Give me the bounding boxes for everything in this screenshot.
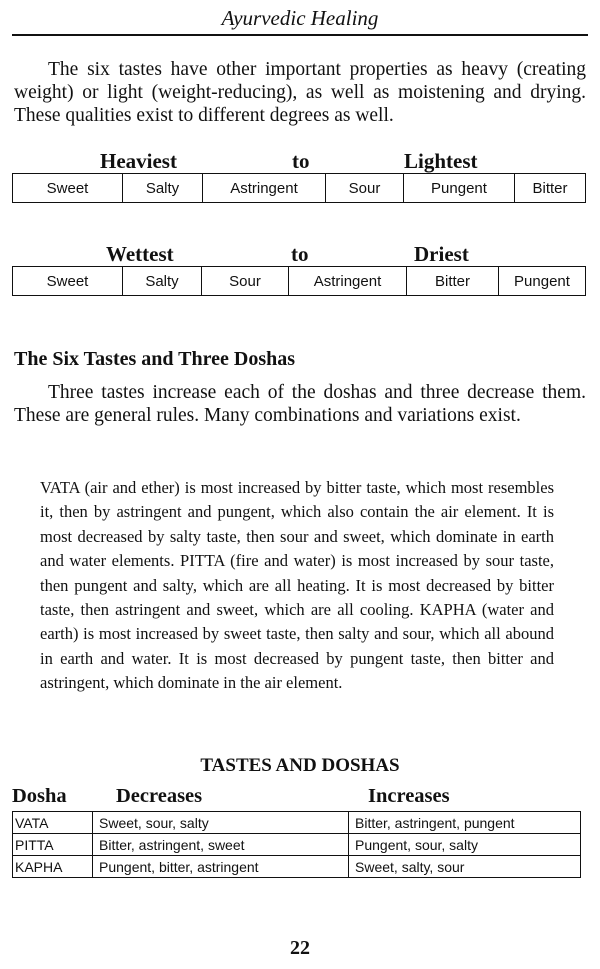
table-header-decreases: Decreases [116, 785, 203, 807]
wet-scale-cell: Pungent [514, 272, 570, 290]
section-text: Three tastes increase each of the doshas and three decrease them. These are general rules. Many combinations and variations exist. [14, 382, 586, 426]
section-title: The Six Tastes and Three Doshas [14, 348, 296, 370]
table-cell-increases: Pungent, sour, salty [349, 834, 581, 856]
heavy-scale-cell: Pungent [404, 174, 515, 202]
table-cell-increases: Bitter, astringent, pungent [349, 812, 581, 834]
wet-scale-right-label: Driest [414, 242, 469, 266]
wet-scale-middle-label: to [291, 242, 309, 266]
heavy-scale-middle-label: to [292, 149, 310, 173]
wet-scale-cell: Sour [202, 267, 289, 295]
page-number: 22 [290, 937, 310, 959]
heavy-scale-bar [12, 173, 586, 203]
heavy-scale-cell: Bitter [532, 179, 568, 197]
wet-scale-cell: Bitter [407, 267, 499, 295]
heavy-scale-heading [12, 149, 588, 173]
heavy-scale-left-label: Heaviest [100, 149, 177, 173]
section-paragraph [14, 381, 586, 427]
running-header [12, 4, 588, 36]
table-cell-dosha: KAPHA [13, 856, 93, 878]
table-row [13, 856, 581, 878]
wet-scale-cell: Astringent [289, 267, 407, 295]
table-cell-decreases: Sweet, sour, salty [93, 812, 349, 834]
table-cell-increases: Sweet, salty, sour [349, 856, 581, 878]
heavy-scale-cell: Astringent [203, 174, 326, 202]
doshas-explanation: VATA (air and ether) is most increased by bitter taste, which most resembles it, then by astringent and pungent, which also contain the air element. It is most decreased by salty taste, then sour and sweet, which dominate in earth and water elements. PITTA (fire and water) is most increased by sour taste, then pungent and salty, which are all heating. It is most decreased by bitter taste, then astringent and sweet, which are all cooling. KAPHA (water and earth) is most increased by sweet taste, then salty and sour, which all abound in earth and water. It is most decreased by pungent taste, then bitter and astringent, which dominate in the air element. [40, 478, 554, 693]
intro-text: The six tastes have other important properties as heavy (creating weight) or light (weight-reducing), as well as moistening and drying. These qualities exist to different degrees as well. [14, 59, 586, 126]
table-cell-dosha: VATA [13, 812, 93, 834]
table-cell-decreases: Bitter, astringent, sweet [93, 834, 349, 856]
table-cell-decreases: Pungent, bitter, astringent [93, 856, 349, 878]
doshas-table [12, 811, 581, 878]
wet-scale-cell: Salty [123, 267, 202, 295]
table-title: TASTES AND DOSHAS [200, 755, 400, 776]
heavy-scale-cell: Salty [123, 174, 203, 202]
heavy-scale-cell: Sour [326, 174, 404, 202]
running-header-title: Ayurvedic Healing [221, 6, 379, 30]
intro-paragraph [14, 58, 586, 127]
wet-scale-cell: Sweet [13, 267, 123, 295]
table-header-dosha: Dosha [12, 785, 67, 807]
heavy-scale-cell: Sweet [13, 174, 123, 202]
table-cell-dosha: PITTA [13, 834, 93, 856]
wet-scale-heading [12, 242, 588, 266]
table-header-increases: Increases [368, 785, 450, 807]
wet-scale-bar [12, 266, 586, 296]
table-row [13, 834, 581, 856]
wet-scale-left-label: Wettest [106, 242, 174, 266]
table-row [13, 812, 581, 834]
heavy-scale-right-label: Lightest [404, 149, 478, 173]
